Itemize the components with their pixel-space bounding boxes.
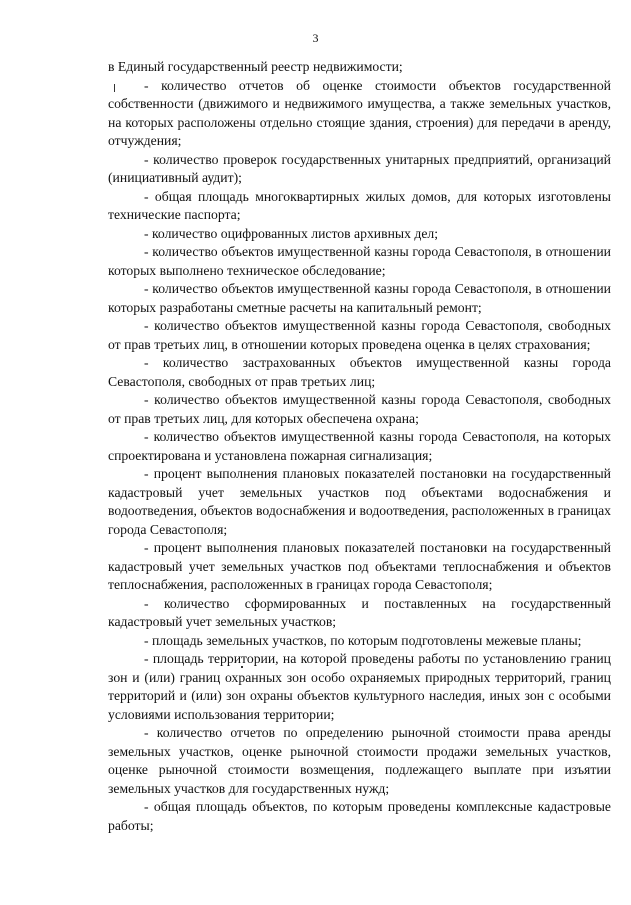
list-item: - количество объектов имущественной казны города Севастополя, на которых спроектирована и установлена пожарная сигнализация; <box>108 429 611 463</box>
paragraph: в Единый государственный реестр недвижимости; <box>108 59 403 74</box>
list-item: - количество отчетов об оценке стоимости объектов государственной собственности (движимого и недвижимого имущества, а также земельных участков, на которых расположены отдельно стоящие здания, строения) для передачи в аренду, отчуждения; <box>108 77 611 148</box>
list-item: - количество объектов имущественной казны города Севастополя, в отношении которых разработаны сметные расчеты на капитальный ремонт; <box>108 281 611 315</box>
page-number: 3 <box>312 31 319 45</box>
list-item: - количество оцифрованных листов архивных дел; <box>144 225 439 241</box>
list-item: - количество объектов имущественной казны города Севастополя, свободных от прав третьих лиц, в отношении которых проведена оценка в целях страхования; <box>108 318 611 352</box>
list-item: - количество проверок государственных унитарных предприятий, организаций (инициативный аудит); <box>108 151 611 185</box>
list-item: - общая площадь объектов, по которым проведены комплексные кадастровые работы; <box>108 799 611 833</box>
list-item: - количество застрахованных объектов имущественной казны города Севастополя, свободных от прав третьих лиц; <box>108 355 611 389</box>
list-item: - количество объектов имущественной казны города Севастополя, в отношении которых выполнено техническое обследование; <box>108 244 611 278</box>
list-item: - площадь земельных участков, по которым подготовлены межевые планы; <box>144 632 582 648</box>
list-item: - процент выполнения плановых показателей постановки на государственный кадастровый учет земельных участков под объектами теплоснабжения и объектов теплоснабжения, расположенных в границах города Севастополя; <box>108 540 611 592</box>
list-item: - количество сформированных и поставленных на государственный кадастровый учет земельных участков; <box>108 595 611 629</box>
list-item: - количество объектов имущественной казны города Севастополя, свободных от прав третьих лиц, для которых обеспечена охрана; <box>108 392 611 426</box>
list-item: - площадь территории, на которой проведены работы по установлению границ зон и (или) границ охранных зон особо охраняемых природных территорий, границ территорий и (или) зон охраны объектов культурного наследия, иных зон с особыми условиями использования территории; <box>108 651 611 722</box>
list-item: - количество отчетов по определению рыночной стоимости права аренды земельных участков, оценке рыночной стоимости продажи земельных участков, оценке рыночной стоимости возмещения, подлежащего выплате при изъятии земельных участков для государственных нужд; <box>108 725 611 796</box>
list-item: - общая площадь многоквартирных жилых домов, для которых изготовлены технические паспорта; <box>108 188 611 222</box>
document-body <box>108 58 611 835</box>
list-item: - процент выполнения плановых показателей постановки на государственный кадастровый учет земельных участков под объектами водоснабжения и водоотведения, объектов водоснабжения и водоотведения, расположенных в границах города Севастополя; <box>108 466 611 537</box>
